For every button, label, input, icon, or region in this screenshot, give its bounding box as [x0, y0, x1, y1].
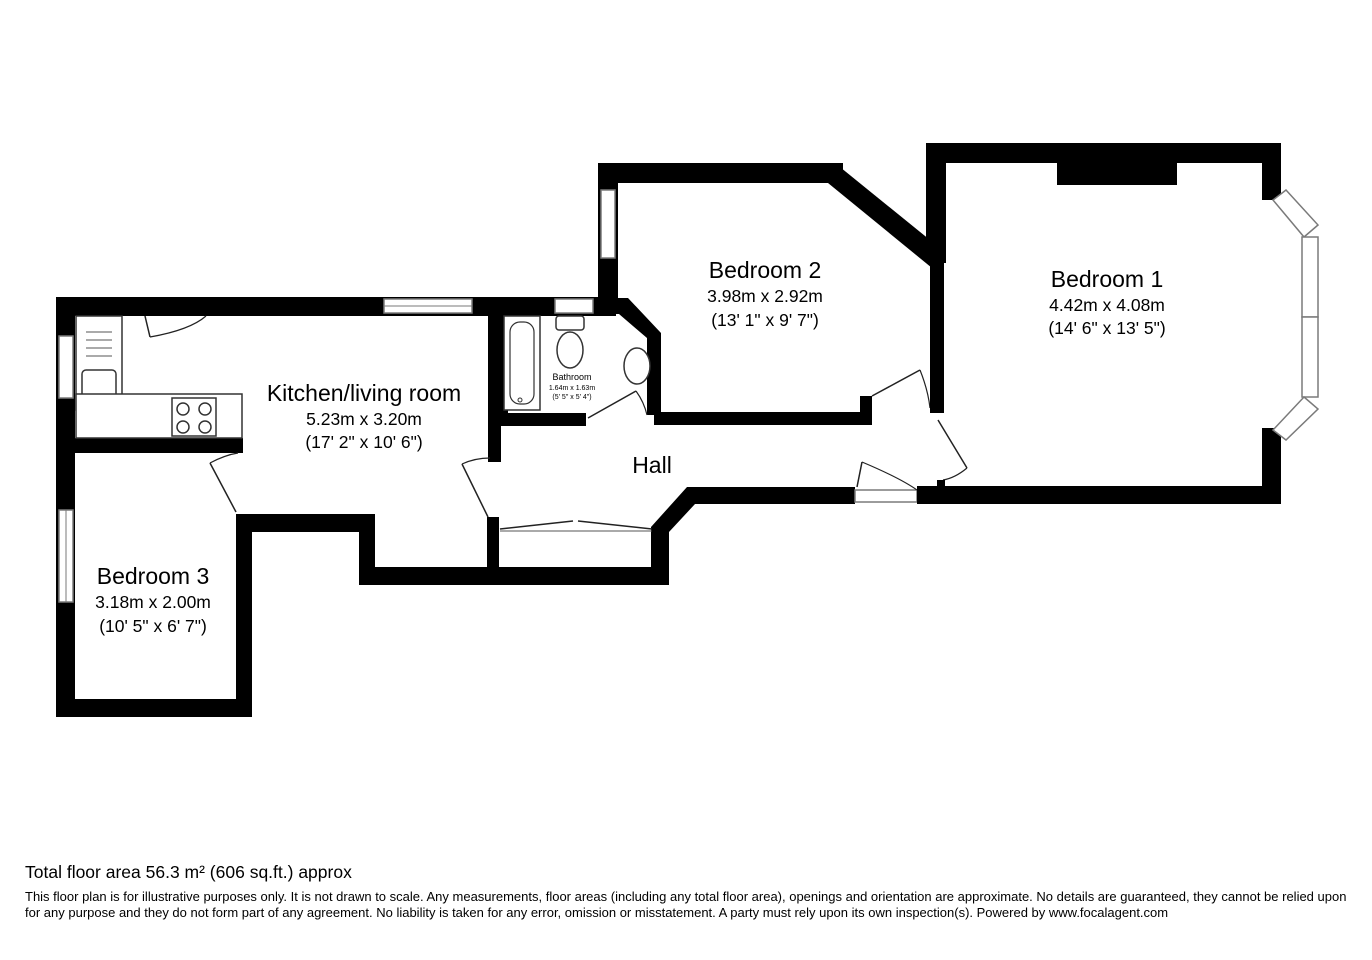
disclaimer-text: This floor plan is for illustrative purposes only. It is not drawn to scale. Any measurements, floor areas (including any total floor area), openings and orientation are approximate. No details are guaranteed, they cannot be relied upon for any purpose and they do not form part of any agreement. No liability is taken for any error, omission or misstatement. A party must rely upon its own inspection(s). Powered by www.focalagent.com	[25, 889, 1347, 920]
kitchen-metric: 5.23m x 3.20m	[306, 409, 422, 429]
bathroom-name: Bathroom	[552, 372, 592, 382]
total-floor-area: Total floor area 56.3 m² (606 sq.ft.) approx	[25, 862, 352, 882]
bedroom-2-metric: 3.98m x 2.92m	[707, 286, 823, 306]
hall-name: Hall	[632, 452, 672, 478]
bath-icon	[504, 316, 540, 410]
basin-icon	[624, 348, 650, 384]
kitchen-fixtures	[76, 316, 242, 438]
bedroom-1-name: Bedroom 1	[1050, 266, 1164, 292]
bedroom-3-metric: 3.18m x 2.00m	[95, 592, 211, 612]
footer	[25, 862, 1355, 921]
toilet-icon	[556, 316, 584, 368]
bedroom-3-imperial: (10' 5" x 6' 7")	[99, 616, 207, 636]
kitchen-name: Kitchen/living room	[266, 380, 462, 406]
bathroom-metric: 1.64m x 1.63m	[548, 385, 596, 392]
bedroom-1-metric: 4.42m x 4.08m	[1049, 295, 1165, 315]
bedroom-2-name: Bedroom 2	[708, 257, 822, 283]
bedroom-2-imperial: (13' 1" x 9' 7")	[711, 310, 819, 330]
kitchen-imperial: (17' 2" x 10' 6")	[305, 432, 423, 452]
bathroom-imperial: (5' 5" x 5' 4")	[552, 394, 592, 401]
hob-icon	[172, 398, 216, 436]
bedroom-3-name: Bedroom 3	[96, 563, 210, 589]
bedroom-1-imperial: (14' 6" x 13' 5")	[1048, 318, 1166, 338]
